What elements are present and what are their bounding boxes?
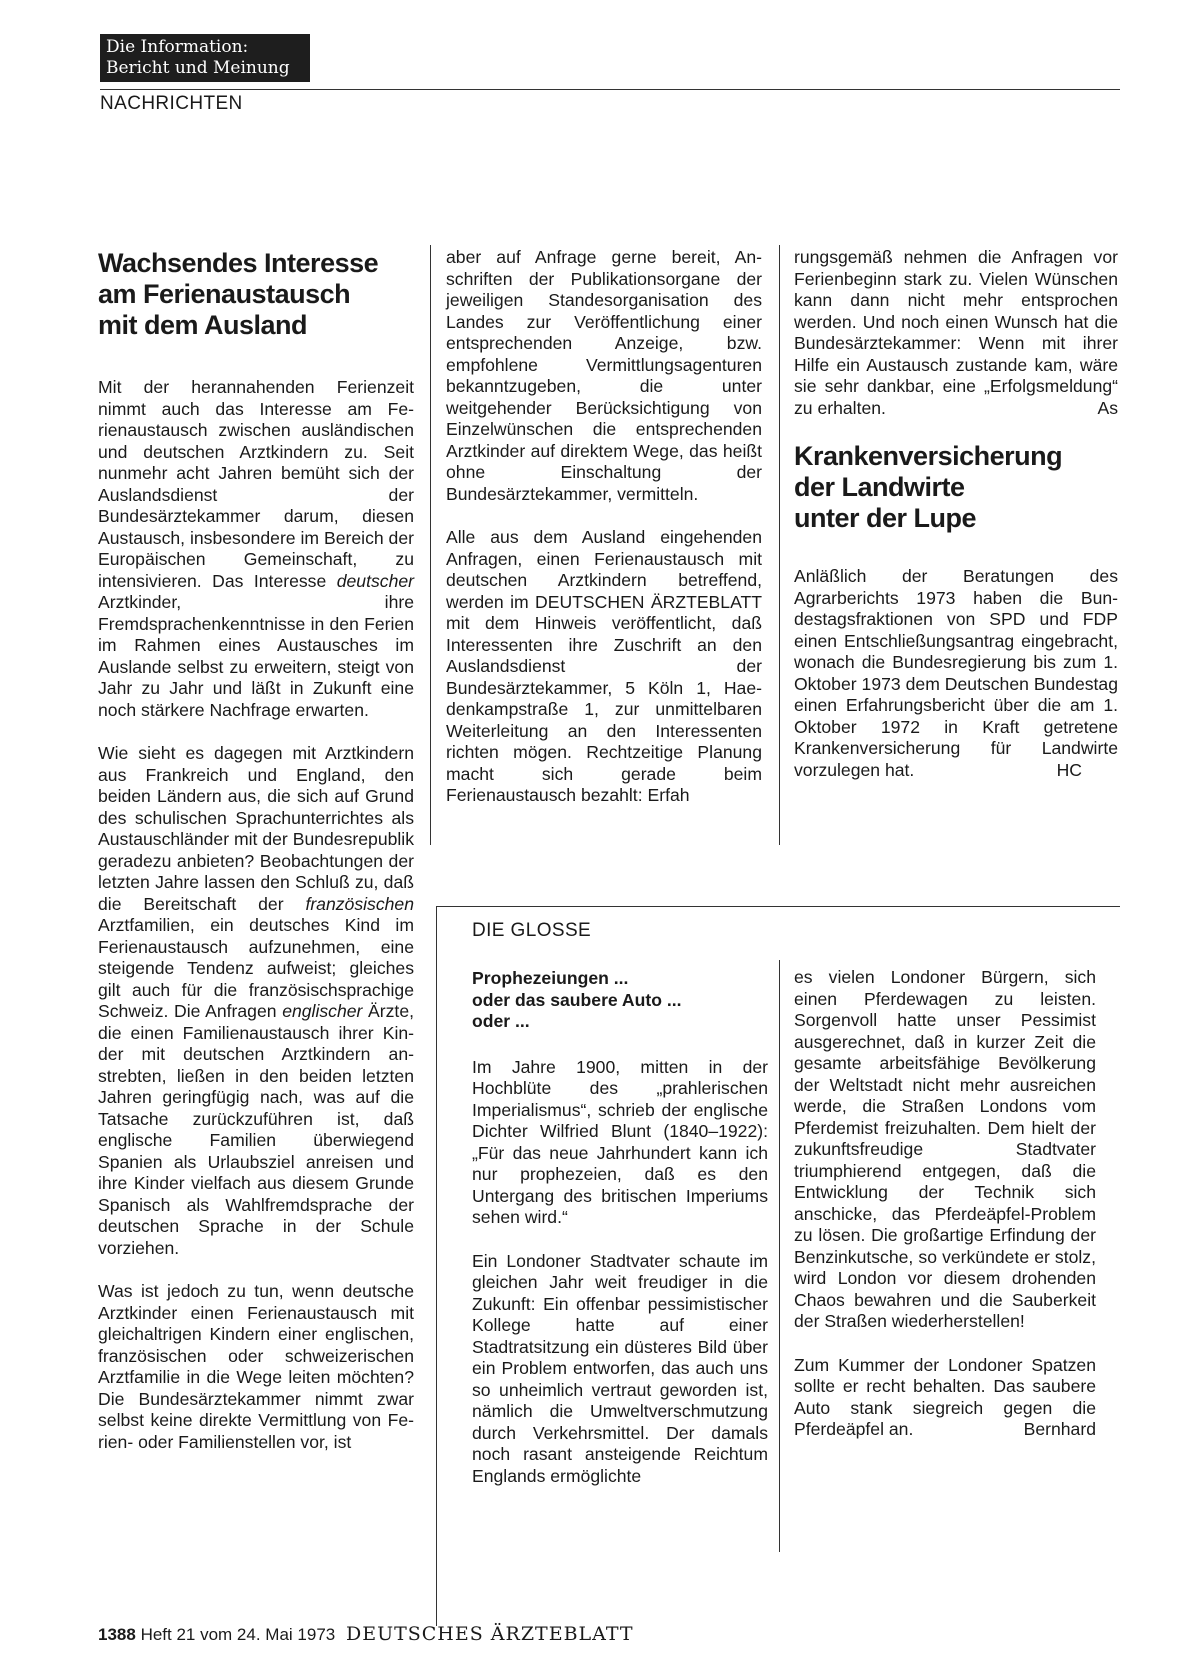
glosse-title-line: Prophezeiungen ...	[472, 968, 629, 988]
glosse-title	[472, 968, 768, 1033]
glosse-paragraph-4: Zum Kummer der Londoner Spatzen sollte er recht behalten. Das saubere Auto stank siegreich gegen die Pferdeäpfel an. Bernhard	[794, 1354, 1096, 1439]
headline-line: mit dem Ausland	[98, 310, 308, 340]
column-3	[794, 247, 1118, 803]
glosse-label: DIE GLOSSE	[472, 920, 592, 941]
page-footer	[98, 1623, 634, 1645]
article-1-paragraph-6: rungsgemäß nehmen die Anfragen vor Ferienbeginn stark zu. Vielen Wünschen kann dann nicht mehr entsprochen werden. Und noch einen Wunsch hat die Bundesärztekammer: Wenn mit ihrer Hilfe ein Austausch zustande kam, wäre sie sehr dankbar, eine „Erfolgsmeldung“ zu erhalten. As	[794, 247, 1118, 418]
headline-line: Krankenversicherung	[794, 441, 1063, 471]
column-divider	[779, 245, 780, 845]
article-1-paragraph-2: Wie sieht es dagegen mit Arztkindern aus Frankreich und England, den beiden Ländern aus, die sich auf Grund des schulischen Sprachunterrichtes als Austauschländer mit der Bundesrepublik geradezu anbieten? Beobachtungen der letzten Jahre lassen den Schluß zu, daß die Bereitschaft der französischen Arztfamilien, ein deutsches Kind im Ferienaustausch aufzunehmen, eine steigende Tendenz aufweist; gleiches gilt auch für die französischsprachige Schweiz. Die Anfragen englischer Ärzte, die einen Familienaustausch ihrer Kinder mit deutschen Arztkindern anstrebten, ließen in den beiden letzten Jahren geringfügig nach, was auf die Tatsache zurückzuführen ist, daß englische Familien überwiegend Spanien als Urlaubsziel anreisen und ihre Kinder vielfach aus diesem Grunde Spanisch als Wahlfremdsprache der deutschen Sprache in der Schule vorziehen.	[98, 743, 414, 1258]
headline-line: der Landwirte	[794, 472, 965, 502]
rubric-badge	[100, 34, 310, 82]
headline-line: Wachsendes Interesse	[98, 248, 379, 278]
header-rule	[100, 89, 1120, 90]
article-2-paragraph: Anläßlich der Beratungen des Agrarberichts 1973 haben die Bundestagsfraktionen von SPD und FDP einen Entschließungsantrag eingebracht, wonach die Bundesregierung bis zum 1. Oktober 1973 dem Deutschen Bundestag einen Erfahrungsbericht über die am 1. Oktober 1972 in Kraft getretene Krankenversicherung für Landwirte vorzulegen hat. HC	[794, 566, 1118, 780]
glosse-paragraph-1: Im Jahre 1900, mitten in der Hochblüte des „prahlerischen Imperialismus“, schrieb der englische Dichter Wilfried Blunt (1840–1922): „Für das neue Jahrhundert kann ich nur prophezeien, daß es den Untergang des britischen Imperiums sehen wird.“	[472, 1056, 768, 1227]
glosse-title-line: oder ...	[472, 1011, 530, 1031]
article-1-column-2	[446, 247, 762, 829]
headline-line: am Ferienaustausch	[98, 279, 351, 309]
headline-line: unter der Lupe	[794, 503, 977, 533]
glosse-paragraph-2: Ein Londoner Stadtvater schaute im gleichen Jahr weit freudiger in die Zukunft: Ein offenbar pessimistischer Kollege hatte auf einer Stadtratsitzung ein düsteres Bild über ein Problem entworfen, das auch uns so unheimlich vertraut geworden ist, nämlich die Umweltverschmutzung durch Verkehrsmittel. Der damals noch rasant ansteigende Reichtum Englands ermöglichte	[472, 1250, 768, 1486]
glosse-paragraph-3: es vielen Londoner Bürgern, sich einen Pferdewagen zu leisten. Sorgenvoll hatte unser Pessimist ausgerechnet, daß in kurzer Zeit die gesamte arbeitsfähige Bevölkerung der Weltstadt nicht mehr ausreichen werde, die Straßen Londons vom Pferdemist freizuhalten. Dem hielt der zukunftsfreudige Stadtvater triumphierend entgegen, daß die Entwicklung der Technik sich anschicke, das Pferdeäpfel-Problem zu lösen. Die großartige Erfindung der Benzinkutsche, so verkündete er stolz, wird London vor diesem drohenden Chaos bewahren und die Sauberkeit der Straßen wiederherstellen!	[794, 967, 1096, 1331]
glosse-title-line: oder das saubere Auto ...	[472, 989, 682, 1010]
article-2-signature: HC	[1056, 759, 1082, 780]
glosse-top-border	[436, 906, 1120, 907]
article-1-paragraph-1: Mit der herannahenden Ferienzeit nimmt auch das Interesse am Ferienaustausch zwischen ausländischen und deutschen Arztkindern zu. Seit nunmehr acht Jahren bemüht sich der Auslandsdienst der Bundesärztekammer darum, diesen Austausch, insbesondere im Bereich der Europäischen Gemeinschaft, zu intensivieren. Das Interesse deutscher Arztkinder, ihre Fremdsprachenkenntnisse in den Ferien im Rahmen eines Austausches im Auslande selbst zu erweitern, steigt von Jahr zu Jahr und läßt in Zukunft eine noch stärkere Nachfrage erwarten.	[98, 377, 414, 720]
article-1-headline	[98, 248, 414, 341]
article-2-headline	[794, 441, 1118, 534]
journal-name: DEUTSCHES ÄRZTEBLATT	[345, 1623, 634, 1645]
issue-info: Heft 21 vom 24. Mai 1973	[140, 1625, 336, 1644]
article-1-paragraph-5: Alle aus dem Ausland eingehenden Anfragen, einen Ferienaustausch mit deutschen Arztkindern betreffend, werden im DEUTSCHEN ÄRZTEBLATT mit dem Hinweis veröffentlicht, daß Interessenten ihre Zuschrift an den Auslandsdienst der Bundesärztekammer, 5 Köln 1, Haedenkampstraße 1, zur unmittelbaren Weiterleitung an den Interessenten richten mögen. Rechtzeitige Planung macht sich gerade beim Ferienaustausch bezahlt: Erfah	[446, 527, 762, 805]
rubric-line-2: Bericht und Meinung	[106, 58, 290, 78]
article-1-column-1	[98, 248, 414, 1475]
glosse-signature: Bernhard	[1023, 1419, 1096, 1439]
glosse-column-divider	[779, 960, 780, 1552]
article-1-signature: As	[1097, 397, 1118, 418]
section-title: NACHRICHTEN	[100, 93, 243, 114]
column-divider	[430, 245, 431, 845]
glosse-left-border	[436, 906, 437, 1626]
page-number: 1388	[98, 1625, 136, 1644]
article-1-paragraph-3: Was ist jedoch zu tun, wenn deutsche Arztkinder einen Ferienaustausch mit gleichaltrigen Kindern einer englischen, französischen oder schweizerischen Arztfamilie in die Wege leiten möchten? Die Bundesärztekammer nimmt zwar selbst keine direkte Vermittlung von Ferien- oder Familienstellen vor, ist	[98, 1281, 414, 1452]
glosse-column-1	[472, 968, 768, 1509]
article-1-paragraph-4: aber auf Anfrage gerne bereit, Anschriften der Publikationsorgane der jeweiligen Standesorganisation des Landes zur Veröffentlichung einer entsprechenden Anzeige, bzw. empfohlene Vermittlungsagenturen bekanntzugeben, die unter weitgehender Berücksichtigung von Einzelwünschen die entsprechenden Arztkinder auf direktem Wege, das heißt ohne Einschaltung der Bundesärztekammer, vermitteln.	[446, 247, 762, 504]
rubric-line-1: Die Information:	[106, 37, 249, 57]
glosse-column-2	[794, 967, 1096, 1463]
